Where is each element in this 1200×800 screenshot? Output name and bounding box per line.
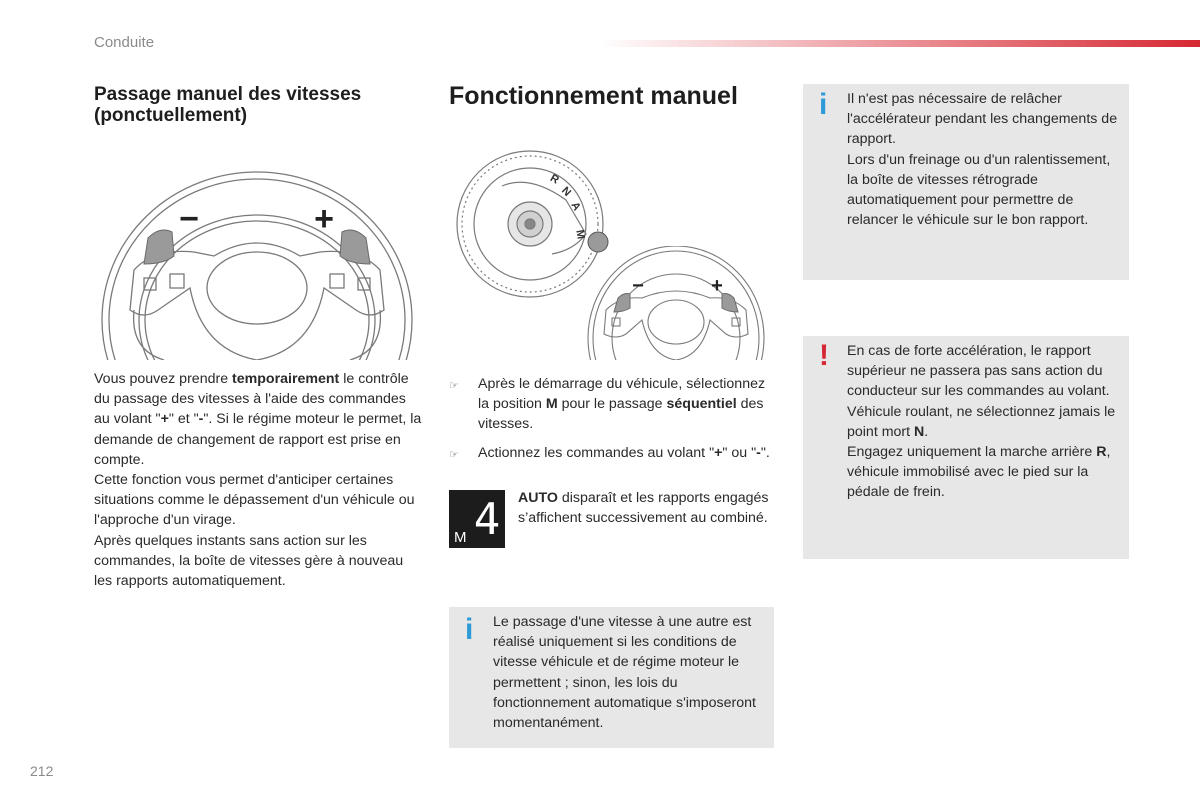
selector-letter-a: A	[568, 200, 583, 213]
small-wheel-plus-label: +	[711, 275, 723, 297]
bullet-select-m-text: Après le démarrage du véhicule, sélectionnez la position M pour le passage séquentiel des vitesses.	[478, 376, 766, 433]
pointing-hand-icon: ☞	[449, 380, 459, 392]
steering-wheel-illustration	[94, 160, 424, 360]
selector-letter-r: R	[548, 172, 561, 187]
section-label: Conduite	[94, 34, 155, 51]
warning-icon: !	[819, 339, 829, 372]
info-box-accelerator-text: Il n'est pas nécessaire de relâcher l'accélérateur pendant les changements de rapport. Lors d'un freinage ou d'un ralentissement, la boîte de vitesses rétrograde automatiquement pour permettre de relancer le véhicule sur le bon rapport.	[847, 91, 1118, 229]
display-description: AUTO disparaît et les rapports engagés s’affichent successivement au combiné.	[518, 490, 769, 527]
pointing-hand-icon: ☞	[449, 449, 459, 461]
info-box-gear-conditions-text: Le passage d'une vitesse à une autre est réalisé uniquement si les conditions de vitesse véhicule et de régime moteur le permettent ; sinon, les lois du fonctionnement automatique s'imposeront momentanément.	[493, 614, 756, 732]
right-paddle-icon	[340, 230, 370, 264]
selector-letter-n: N	[559, 184, 574, 199]
small-wheel-minus-label: −	[632, 275, 644, 297]
left-paragraph: Vous pouvez prendre temporairement le contrôle du passage des vitesses à l'aide des commandes au volant "+" et "-". Si le régime moteur le permet, la demande de changement de rapport est prise en compte. Cette fonction vous permet d'anticiper certaines situations comme le dépassement d'un véhicule ou l'approche d'un virage. Après quelques instants sans action sur les commandes, la boîte de vitesses gère à nouveau les rapports automatiquement.	[94, 371, 422, 590]
gear-display-icon	[449, 490, 505, 548]
selector-letter-m: M	[573, 228, 587, 241]
display-mode-letter: M	[454, 529, 467, 546]
middle-heading: Fonctionnement manuel	[449, 82, 738, 110]
left-paddle-icon	[144, 230, 174, 264]
info-icon: i	[819, 88, 828, 121]
info-icon: i	[465, 613, 474, 646]
warning-box-text: En cas de forte accélération, le rapport supérieur ne passera pas sans action du conducteur sur les commandes au volant. Véhicule roulant, ne sélectionnez jamais le point mort N. Engagez uniquement la marche arrière R, véhicule immobilisé avec le pied sur la pédale de frein.	[847, 343, 1116, 501]
small-steering-wheel-illustration	[586, 246, 766, 360]
wheel-plus-label: +	[314, 200, 334, 238]
header-accent-bar	[600, 40, 1200, 47]
warning-box	[803, 336, 1129, 559]
bullet-use-paddles-text: Actionnez les commandes au volant "+" ou "-".	[478, 445, 770, 461]
info-box-gear-conditions	[449, 607, 774, 748]
info-box-accelerator	[803, 84, 1129, 280]
page-number: 212	[30, 763, 54, 779]
wheel-minus-label: −	[179, 200, 199, 238]
left-heading: Passage manuel des vitesses (ponctuellement)	[94, 84, 362, 126]
display-gear-digit: 4	[473, 494, 501, 545]
